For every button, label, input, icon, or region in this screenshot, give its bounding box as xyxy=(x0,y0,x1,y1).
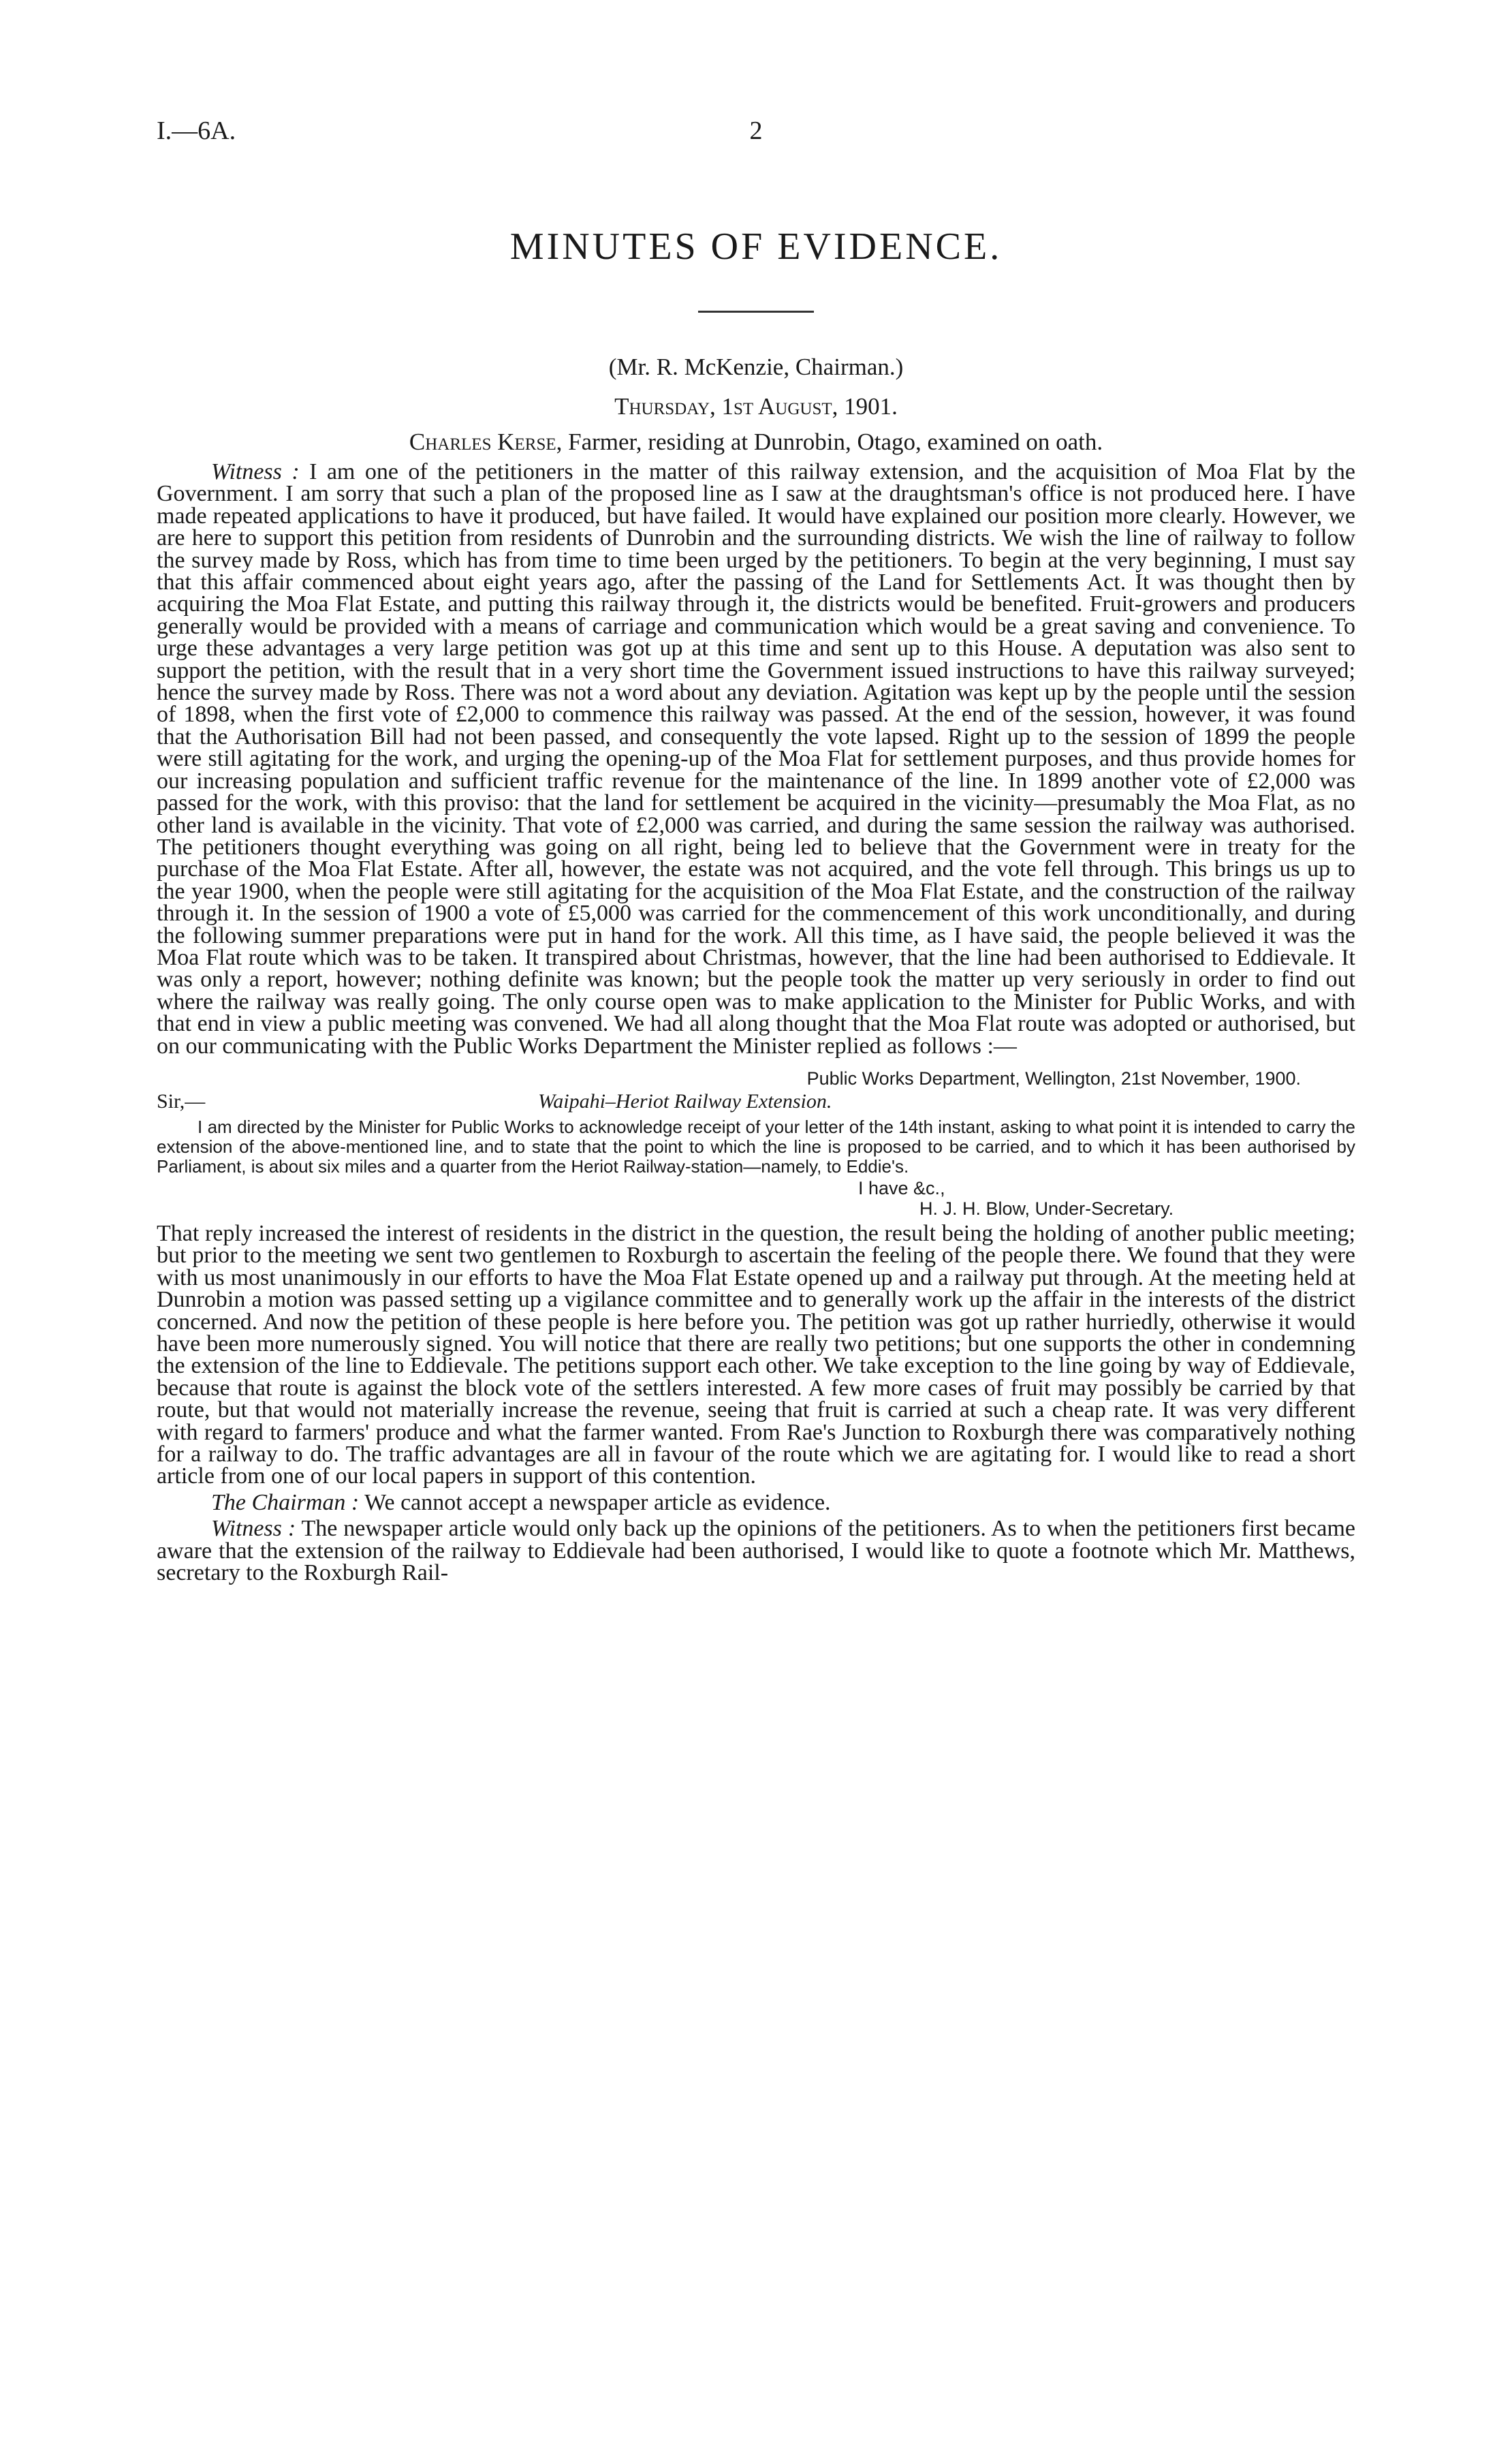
evidence-paragraph-4 xyxy=(157,1518,1355,1584)
page-title: MINUTES OF EVIDENCE. xyxy=(509,226,1003,268)
document-page xyxy=(157,116,1355,1584)
evidence-paragraph-3 xyxy=(157,1489,1355,1515)
letter-signature: H. J. H. Blow, Under-Secretary. xyxy=(919,1198,1174,1219)
speaker-label: Witness : xyxy=(211,1516,296,1542)
speaker-label: The Chairman : xyxy=(211,1489,360,1515)
letter-address: Public Works Department, Wellington, 21st November, 1900. xyxy=(806,1068,1301,1089)
title-divider xyxy=(698,311,814,313)
hearing-date: Thursday, 1st August, 1901. xyxy=(614,393,898,420)
letter-subject-line xyxy=(157,1090,1355,1113)
page-header xyxy=(157,116,1355,157)
letter-body: I am directed by the Minister for Public Works to acknowledge receipt of your letter of the 14th instant, asking to what point it is intended to carry the extension of the above-mentioned line, and to state that the point to which the line is proposed to be carried, and to which it has been authorised by Parliament, is about six miles and a quarter from the Heriot Railway-station—namely, to Eddie's. xyxy=(157,1116,1355,1177)
quoted-letter xyxy=(157,1067,1355,1219)
paragraph-text: We cannot accept a newspaper article as evidence. xyxy=(359,1489,831,1515)
paragraph-text: The newspaper article would only back up the opinions of the petitioners. As to when the petitioners first became aware that the extension of the railway to Eddievale had been authorised, I would like to quote a footnote which Mr. Matthews, secretary to the Roxburgh Rail- xyxy=(157,1516,1355,1586)
paragraph-text: I am one of the petitioners in the matter of this railway extension, and the acquisition of Moa Flat by the Government. I am sorry that such a plan of the proposed line as I saw at the draughtsman's office is not produced here. I have made repeated applications to have it produced, but have failed. It would have explained our position more clearly. However, we are here to support this petition from residents of Dunrobin and the surrounding districts. We wish the line of railway to follow the survey made by Ross, which has from time to time been urged by the petitioners. To begin at the very beginning, I must say that this affair commenced about eight years ago, after the passing of the Land for Settlements Act. It was thought then by acquiring the Moa Flat Estate, and putting this railway through it, the districts would be benefited. Fruit-growers and producers generally would be provided with a means of carriage and communication which would be a great saving and convenience. To urge these advantages a very large petition was got up at this time and sent up to this House. A deputation was also sent to support the petition, with the result that in a very short time the Government issued instructions to have this railway surveyed; hence the survey made by Ross. There was not a word about any deviation. Agitation was kept up by the people until the session of 1898, when the first vote of £2,000 to commence this railway was passed. At the end of the session, however, it was found that the Authorisation Bill had not been passed, and consequently the vote lapsed. Right up to the session of 1899 the people were still agitating for the work, and urging the opening-up of the Moa Flat for settlement purposes, and thus provide homes for our increasing population and sufficient traffic revenue for the maintenance of the line. In 1899 another vote of £2,000 was passed for the work, with this proviso: that the land for settlement be acquired in the vicinity—presumably the Moa Flat, as no other land is available in the vicinity. That vote of £2,000 was carried, and during the same session the railway was authorised. The petitioners thought everything was going on all right, being led to believe that the Government were in treaty for the purchase of the Moa Flat Estate. After all, however, the estate was not acquired, and the vote fell through. This brings us up to the year 1900, when the people were still agitating for the acquisition of the Moa Flat Estate, and the construction of the railway through it. In the session of 1900 a vote of £5,000 was carried for the commencement of this work unconditionally, and during the following summer preparations were put in hand for the work. All this time, as I have said, the people believed it was the Moa Flat route which was to be taken. It transpired about Christmas, however, that the line had been authorised to Eddievale. It was only a report, however; nothing definite was known; but the people took the matter up very seriously in order to find out where the railway was really going. The only course open was to make application to the Minister for Public Works, and with that end in view a public meeting was convened. We had all along thought that the Moa Flat route was adopted or authorised, but on our communicating with the Public Works Department the Minister replied as follows :— xyxy=(157,459,1355,1059)
witness-name: Charles Kerse xyxy=(409,429,556,455)
paper-reference: I.—6A. xyxy=(157,117,236,145)
page-number: 2 xyxy=(749,117,763,145)
witness-description: , Farmer, residing at Dunrobin, Otago, examined on oath. xyxy=(556,429,1103,455)
letter-salutation: Sir,— xyxy=(157,1089,206,1113)
speaker-label: Witness : xyxy=(211,459,300,484)
chairman-line: (Mr. R. McKenzie, Chairman.) xyxy=(608,354,904,380)
letter-subject: Waipahi–Heriot Railway Extension. xyxy=(538,1089,832,1113)
evidence-paragraph-2: That reply increased the interest of residents in the district in the question, the result being the holding of another public meeting; but prior to the meeting we sent two gentlemen to Roxburgh to ascertain the feeling of the people there. We found that they were with us most unanimously in our efforts to have the Moa Flat Estate opened up and a railway put through. At the meeting held at Dunrobin a motion was passed setting up a vigilance committee and to generally work up the affair in the interests of the district concerned. And now the petition of these people is here before you. The petition was got up rather hurriedly, otherwise it would have been more numerously signed. You will notice that there are really two petitions; but one supports the other in condemning the extension of the line to Eddievale. The petitions support each other. We take exception to the line going by way of Eddievale, because that route is against the block vote of the settlers interested. A few more cases of fruit may possibly be carried by that route, but that would not materially increase the revenue, seeing that fruit is carried at such a cheap rate. It was very different with regard to farmers' produce and what the farmer wanted. From Rae's Junction to Roxburgh there was comparatively nothing for a railway to do. The traffic advantages are all in favour of the route which we are agitating for. I would like to read a short article from one of our local papers in support of this contention. xyxy=(157,1220,1355,1489)
evidence-paragraph-1 xyxy=(157,461,1355,1057)
witness-intro xyxy=(157,429,1355,456)
letter-closing: I have &c., xyxy=(858,1177,945,1198)
